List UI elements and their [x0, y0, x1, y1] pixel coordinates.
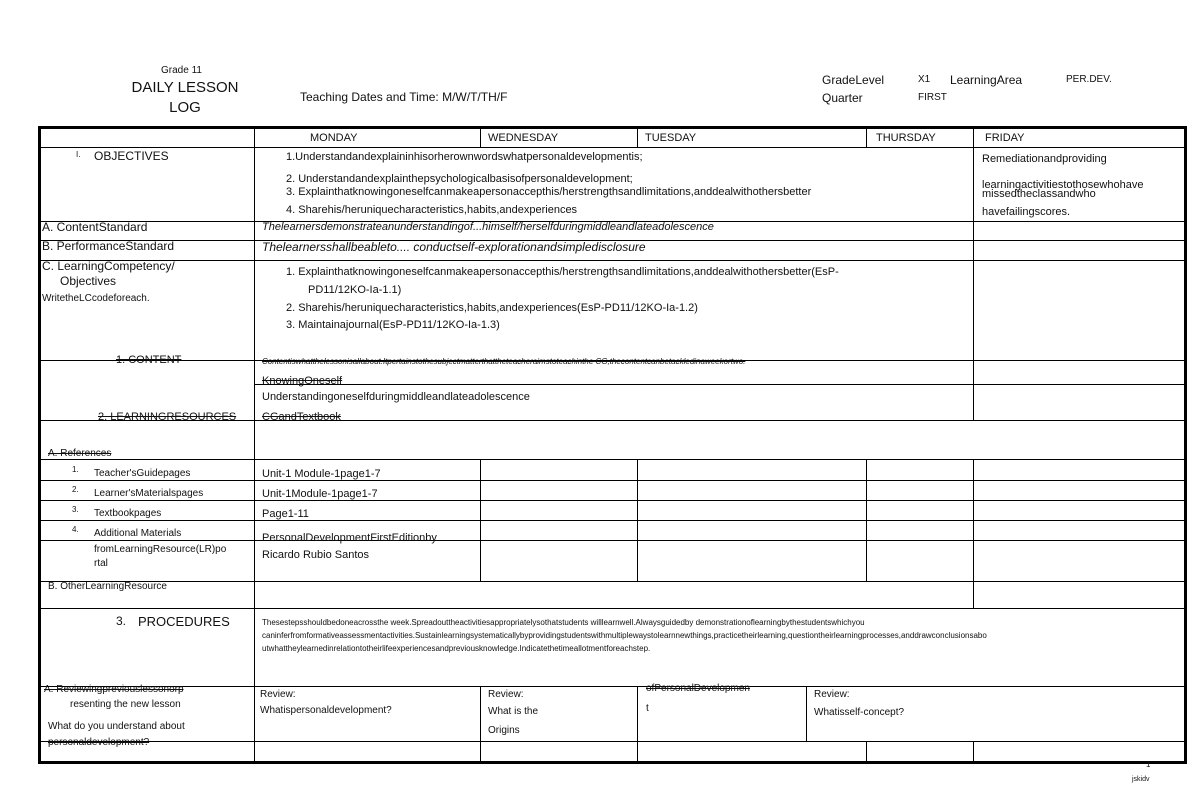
day-header-friday: FRIDAY [985, 132, 1025, 144]
column-divider [806, 686, 807, 741]
column-divider [973, 741, 974, 761]
reference-4-number: 4. [72, 525, 79, 534]
row-divider [40, 480, 1185, 481]
reference-2-value: Unit-1Module-1page1-7 [262, 488, 378, 500]
row-divider [40, 147, 1185, 148]
friday-remediation-1: Remediationandproviding [982, 153, 1107, 165]
thursday-review-question: Whatisself-concept? [814, 707, 905, 718]
procedures-label: PROCEDURES [138, 614, 230, 629]
column-divider [866, 741, 867, 761]
friday-remediation-3: missedtheclassandwho [982, 188, 1096, 200]
column-divider [480, 686, 481, 761]
title-line-2: LOG [169, 99, 201, 116]
content-standard-text: Thelearnersdemonstrateanunderstandingof...himself/herselfduringmiddleandlateadolescence [262, 221, 714, 233]
wednesday-review-label: Review: [488, 689, 524, 700]
content-subtopic: Understandingoneselfduringmiddleandlateadolescence [262, 391, 530, 403]
day-header-wednesday: WEDNESDAY [488, 132, 559, 144]
wednesday-review-question: What is the [488, 706, 539, 717]
quarter-value: FIRST [918, 92, 947, 103]
day-header-monday: MONDAY [310, 132, 358, 144]
wednesday-review-question-2: Origins [488, 725, 520, 736]
row-divider [40, 686, 1185, 687]
monday-review-label: Review: [260, 689, 296, 700]
day-header-thursday: THURSDAY [876, 132, 936, 144]
row-divider [254, 384, 1185, 385]
reference-2-number: 2. [72, 485, 79, 494]
additional-materials-label-3: rtal [94, 558, 108, 569]
content-topic: KnowingOneself [262, 375, 343, 387]
grade-label: Grade 11 [161, 65, 202, 76]
competency-item-1: 1. Explainthatknowingoneselfcanmakeapersonaccepthis/herstrengthsandlimitations,anddealwithothersbetter(EsP- [286, 266, 839, 278]
row-divider [40, 520, 1185, 521]
column-divider [254, 128, 255, 761]
table-border-bottom [38, 761, 1187, 764]
competency-item-3: 3. Maintainajournal(EsP-PD11/12KO-Ia-1.3) [286, 319, 500, 331]
tuesday-review-text: ofPersonalDevelopmen [646, 683, 750, 694]
additional-materials-label-2: fromLearningResource(LR)po [94, 544, 227, 555]
document-title [120, 78, 250, 118]
teaching-dates: Teaching Dates and Time: M/W/T/TH/F [300, 90, 508, 104]
reference-3-number: 3. [72, 505, 79, 514]
reference-4-label: Additional Materials [94, 528, 182, 539]
learning-competency-note: WritetheLCcodeforeach. [42, 293, 150, 304]
reviewing-question: What do you understand about [48, 721, 185, 732]
column-divider [866, 128, 867, 148]
day-header-tuesday: TUESDAY [645, 132, 697, 144]
row-divider [40, 608, 1185, 609]
learning-area-value: PER.DEV. [1066, 74, 1112, 85]
objectives-number: I. [76, 150, 81, 159]
page-number: 1 [1146, 760, 1151, 769]
performance-standard-text: Thelearnersshallbeableto.... conductself-explorationandsimpledisclosure [262, 240, 646, 254]
thursday-review-label: Review: [814, 689, 850, 700]
reviewing-label-2: resenting the new lesson [70, 699, 181, 710]
footer-code: jskidv [1132, 776, 1150, 783]
learning-area-label: LearningArea [950, 73, 1023, 87]
reference-1-value: Unit-1 Module-1page1-7 [262, 468, 381, 480]
procedures-number: 3. [116, 614, 127, 628]
reviewing-question-2: personaldevelopment? [48, 737, 150, 748]
objective-item-3: 3. Explainthatknowingoneselfcanmakeapersonaccepthis/herstrengthsandlimitations,anddealwithothersbetter [286, 186, 812, 198]
learning-resources-label: 2. LEARNINGRESOURCES [98, 411, 237, 423]
table-border-top [38, 126, 1187, 129]
performance-standard-label: B. PerformanceStandard [42, 239, 175, 253]
content-label: 1. CONTENT [116, 354, 182, 366]
grade-level-label: GradeLevel [822, 73, 885, 87]
row-divider [40, 459, 1185, 460]
reference-4-value: PersonalDevelopmentFirstEditionby [262, 532, 437, 544]
reference-1-label: Teacher'sGuidepages [94, 468, 191, 479]
title-line-1: DAILY LESSON [131, 79, 239, 96]
tuesday-review-text-2: t [646, 703, 649, 714]
procedures-instructions: Thesestepsshouldbedoneacrossthe week.Spreadouttheactivitiesappropriatelysothatstudents willlearnwell.Alwaysguidedby demonstrationoflearningbythestudentswhichyou caninferfromformativeassessmentactivities.Sustainlearningsystematicallybyprovidingstudentswithmultiplewaystolearnnewthings,practicetheirlearning,questiontheirlearningprocesses,anddrawconclusionsabo utwhattheylearnedinrelationtotheirlifeexperiencesandpreviousknowledge.Indicatethetimeallotmentforeachstep. [262, 618, 987, 653]
content-note: Contentiswhatthelessonisallabout.Itpertainstothesubjectmatterthattheteacheraimstoteachinthe CG,thecontentcanbetackledinaweekortwo. [262, 357, 746, 366]
additional-materials-author: Ricardo Rubio Santos [262, 549, 370, 561]
column-divider [637, 128, 638, 148]
friday-remediation-4: havefailingscores. [982, 206, 1071, 218]
reference-3-value: Page1-11 [262, 508, 309, 520]
objective-item-2: 2. Understandandexplainthepsychologicalbasisofpersonaldevelopment; [286, 173, 633, 185]
column-divider [973, 459, 974, 608]
objectives-label: OBJECTIVES [94, 149, 169, 163]
content-source: CGandTextbook [262, 411, 341, 423]
reference-1-number: 1. [72, 465, 79, 474]
grade-level-value: X1 [918, 74, 931, 85]
column-divider [973, 128, 974, 421]
learning-competency-objectives: Objectives [60, 274, 117, 288]
other-resource-label: B. OtherLearningResource [48, 581, 167, 592]
quarter-label: Quarter [822, 91, 863, 105]
row-divider [40, 540, 1185, 541]
competency-item-1-code: PD11/12KO-Ia-1.1) [308, 284, 402, 296]
friday-remediation-2: learningactivitiestothosewhohave [982, 179, 1144, 191]
content-standard-label: A. ContentStandard [42, 220, 148, 234]
reference-3-label: Textbookpages [94, 508, 162, 519]
references-label: A. References [48, 448, 112, 459]
row-divider [40, 500, 1185, 501]
row-divider [40, 260, 1185, 261]
reference-2-label: Learner'sMaterialspages [94, 488, 204, 499]
learning-competency-label: C. LearningCompetency/ [42, 259, 175, 273]
row-divider [40, 741, 1185, 742]
objective-item-4: 4. Sharehis/heruniquecharacteristics,habits,andexperiences [286, 204, 578, 216]
column-divider [637, 686, 638, 761]
competency-item-2: 2. Sharehis/heruniquecharacteristics,habits,andexperiences(EsP-PD11/12KO-Ia-1.2) [286, 302, 698, 314]
reviewing-label-1: A. Reviewingpreviouslessonorp [44, 684, 184, 695]
objective-item-1: 1.Understandandexplaininhisorherownwordswhatpersonaldevelopmentis; [286, 151, 643, 163]
monday-review-question: Whatispersonaldevelopment? [260, 705, 392, 716]
column-divider [480, 128, 481, 148]
row-divider [40, 581, 1185, 582]
